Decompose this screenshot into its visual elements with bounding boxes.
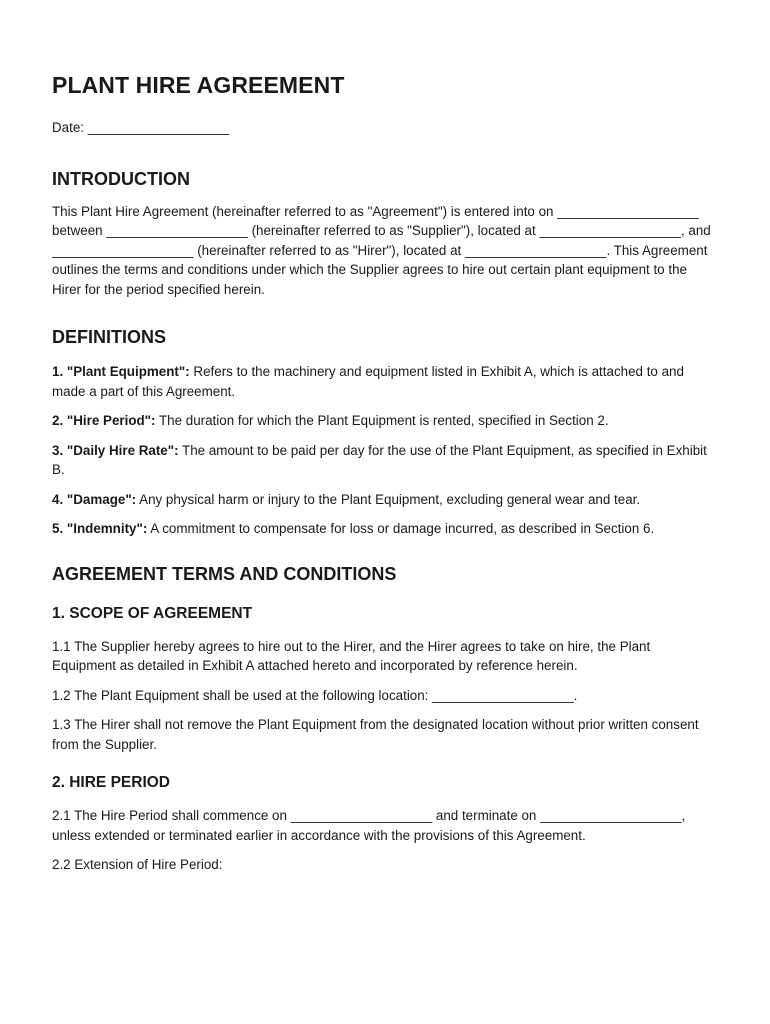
definition-term: 4. "Damage": [52, 491, 137, 507]
definition-item [52, 441, 714, 480]
definition-text: Refers to the machinery and equipment listed in Exhibit A, which is attached to and made a part of this Agreement. [52, 364, 684, 399]
definition-term: 2. "Hire Period": [52, 413, 156, 428]
hire-period-subsection [52, 774, 714, 875]
introduction-paragraph: This Plant Hire Agreement (hereinafter referred to as "Agreement") is entered into on ___________________ between ___________________ (hereinafter referred to as "Supplier"), located at ___________________, and ___________________ (hereinafter referred to as "Hirer"), located at ___________________. This Agreement outlines the terms and conditions under which the Supplier agrees to hire out certain plant equipment to the Hirer for the period specified herein. [52, 203, 711, 297]
definitions-heading: DEFINITIONS [52, 327, 167, 347]
date-line: Date: ___________________ [52, 120, 230, 135]
definition-text: The duration for which the Plant Equipment is rented, specified in Section 2. [155, 413, 609, 428]
introduction-heading: INTRODUCTION [52, 168, 190, 189]
document-title: PLANT HIRE AGREEMENT [52, 72, 345, 98]
definition-item [52, 362, 714, 401]
scope-subsection [52, 605, 714, 755]
definitions-section [52, 327, 714, 539]
definition-term: 5. "Indemnity": [52, 521, 148, 536]
definition-item [52, 519, 714, 539]
scope-heading: 1. SCOPE OF AGREEMENT [52, 604, 253, 622]
clause-paragraph: 1.3 The Hirer shall not remove the Plant Equipment from the designated location without prior written consent from the Supplier. [52, 717, 699, 752]
definition-term: 1. "Plant Equipment": [52, 364, 190, 379]
definition-item [52, 490, 714, 510]
definition-term: 3. "Daily Hire Rate": [52, 442, 179, 458]
definition-text: A commitment to compensate for loss or damage incurred, as described in Section 6. [147, 521, 655, 536]
hire-period-heading: 2. HIRE PERIOD [52, 774, 170, 791]
definition-item [52, 411, 714, 431]
clause-paragraph: 1.1 The Supplier hereby agrees to hire out to the Hirer, and the Hirer agrees to take on hire, the Plant Equipment as detailed in Exhibit A attached hereto and incorporated by reference herein. [52, 638, 651, 673]
clause-paragraph: 1.2 The Plant Equipment shall be used at the following location: ___________________. [52, 687, 578, 703]
clause-paragraph: 2.1 The Hire Period shall commence on ___________________ and terminate on ___________________, unless extended or terminated earlier in accordance with the provisions of this Agreement. [52, 808, 686, 843]
definition-text: The amount to be paid per day for the use of the Plant Equipment, as specified in Exhibit B. [52, 442, 707, 477]
definition-text: Any physical harm or injury to the Plant Equipment, excluding general wear and tear. [136, 491, 641, 507]
terms-heading: AGREEMENT TERMS AND CONDITIONS [52, 563, 397, 584]
introduction-section [52, 169, 714, 300]
terms-section [52, 564, 714, 875]
clause-paragraph: 2.2 Extension of Hire Period: [52, 857, 223, 872]
